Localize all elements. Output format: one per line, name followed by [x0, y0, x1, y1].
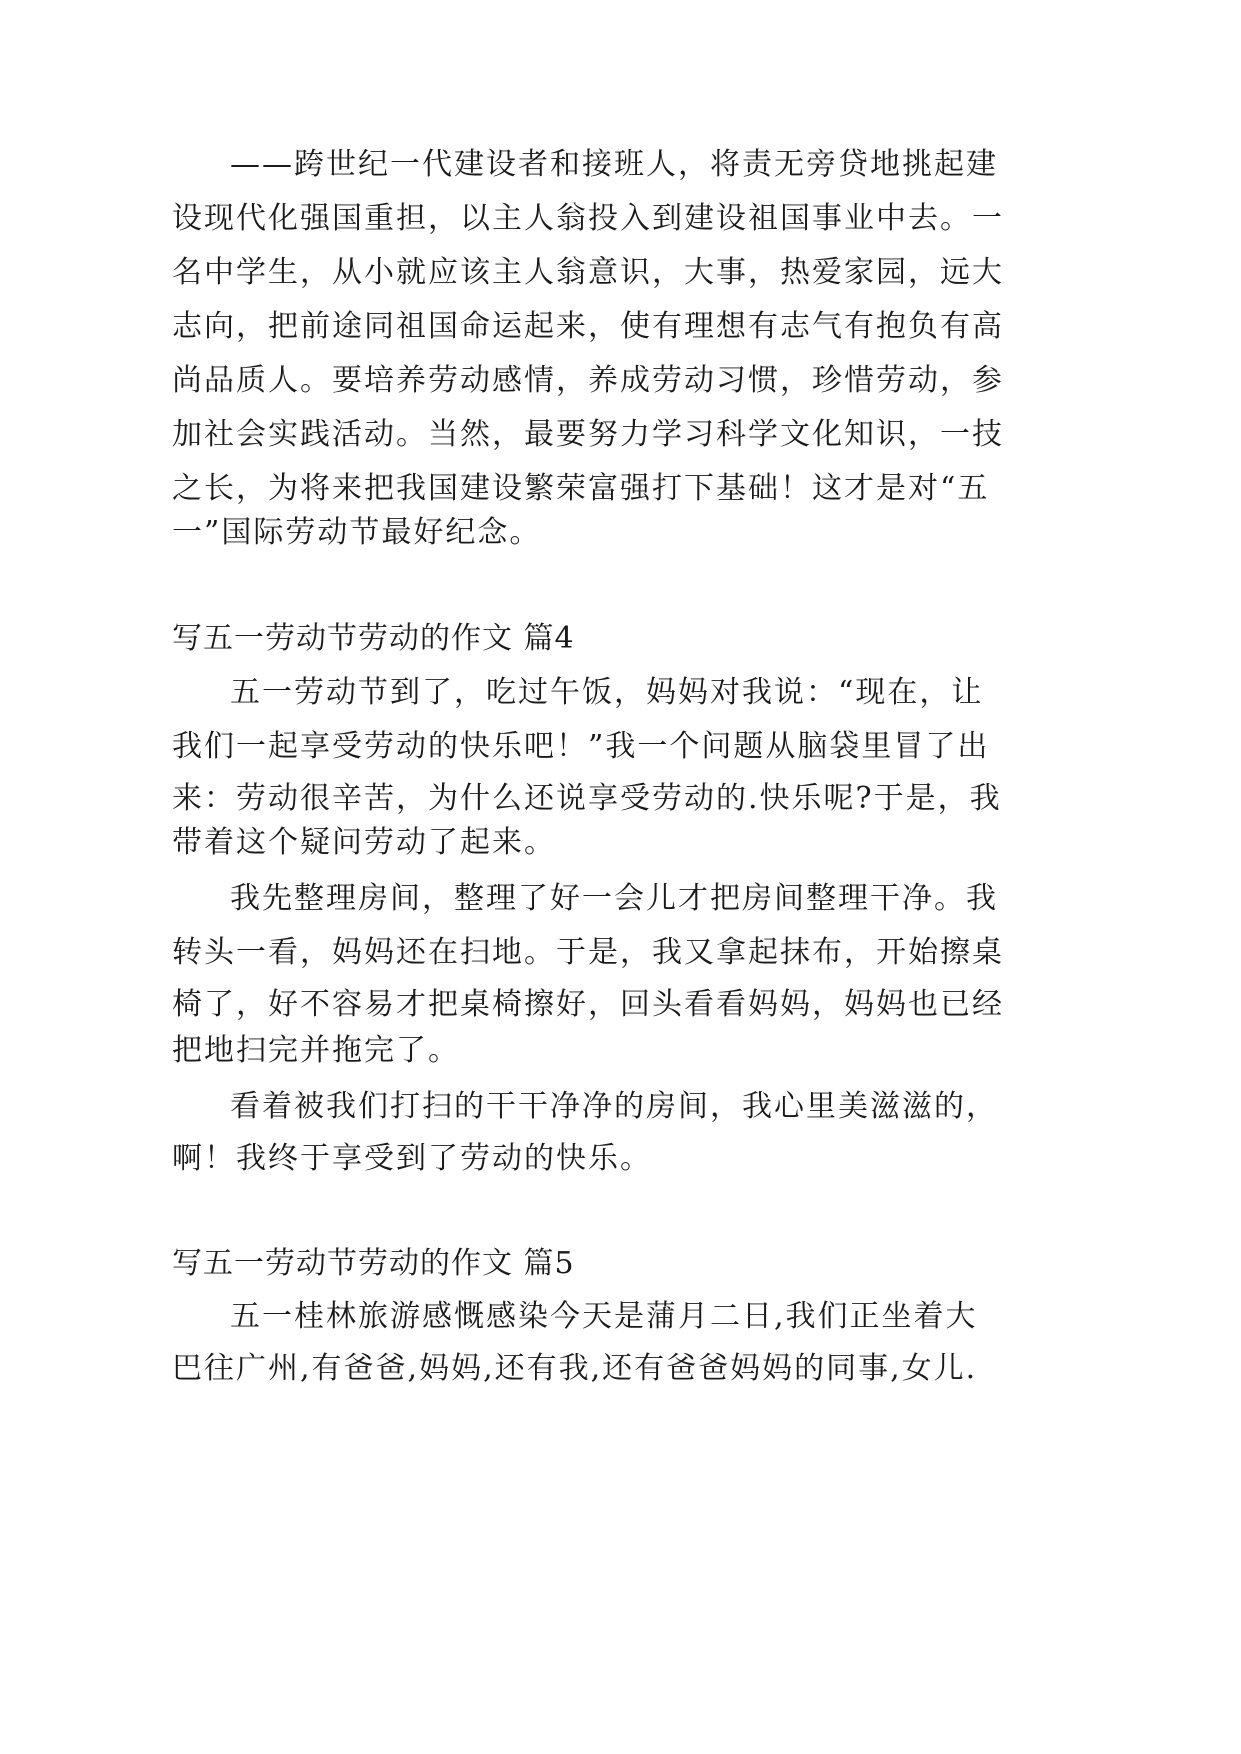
- section-heading: 写五一劳动节劳动的作文 篇4: [172, 621, 575, 656]
- text-line: 看着被我们打扫的干干净净的房间，我心里美滋滋的，: [230, 1089, 998, 1124]
- text-line: 志向，把前途同祖国命运起来，使有理想有志气有抱负有高: [172, 309, 1004, 344]
- text-line: 尚品质人。要培养劳动感情，养成劳动习惯，珍惜劳动，参: [172, 363, 1004, 398]
- text-line: 加社会实践活动。当然，最要努力学习科学文化知识，一技: [172, 417, 1004, 452]
- text-line: 啊！我终于享受到了劳动的快乐。: [172, 1141, 652, 1176]
- text-line: 设现代化强国重担，以主人翁投入到建设祖国事业中去。一: [172, 201, 1004, 236]
- text-line: 转头一看，妈妈还在扫地。于是，我又拿起抹布，开始擦桌: [172, 935, 1004, 970]
- text-line: 把地扫完并拖完了。: [172, 1033, 460, 1068]
- section-heading: 写五一劳动节劳动的作文 篇5: [172, 1246, 575, 1281]
- text-line: 椅了，好不容易才把桌椅擦好，回头看看妈妈，妈妈也已经: [172, 987, 1004, 1022]
- text-line: 我先整理房间，整理了好一会儿才把房间整理干净。我: [230, 881, 998, 916]
- text-line: 我们一起享受劳动的快乐吧！”我一个问题从脑袋里冒了出: [172, 729, 990, 764]
- text-line: ——跨世纪一代建设者和接班人，将责无旁贷地挑起建: [230, 147, 998, 182]
- text-line: 一”国际劳动节最好纪念。: [172, 515, 542, 550]
- text-line: 之长，为将来把我国建设繁荣富强打下基础！这才是对“五: [172, 471, 990, 506]
- text-line: 名中学生，从小就应该主人翁意识，大事，热爱家园，远大: [172, 255, 1004, 290]
- text-line: 巴往广州,有爸爸,妈妈,还有我,还有爸爸妈妈的同事,女儿.: [172, 1351, 978, 1386]
- text-line: 带着这个疑问劳动了起来。: [172, 825, 556, 860]
- text-line: 来：劳动很辛苦，为什么还说享受劳动的.快乐呢?于是，我: [172, 781, 1002, 816]
- text-line: 五一劳动节到了，吃过午饭，妈妈对我说：“现在，让: [230, 675, 984, 710]
- text-line: 五一桂林旅游感慨感染今天是蒲月二日,我们正坐着大: [230, 1299, 978, 1334]
